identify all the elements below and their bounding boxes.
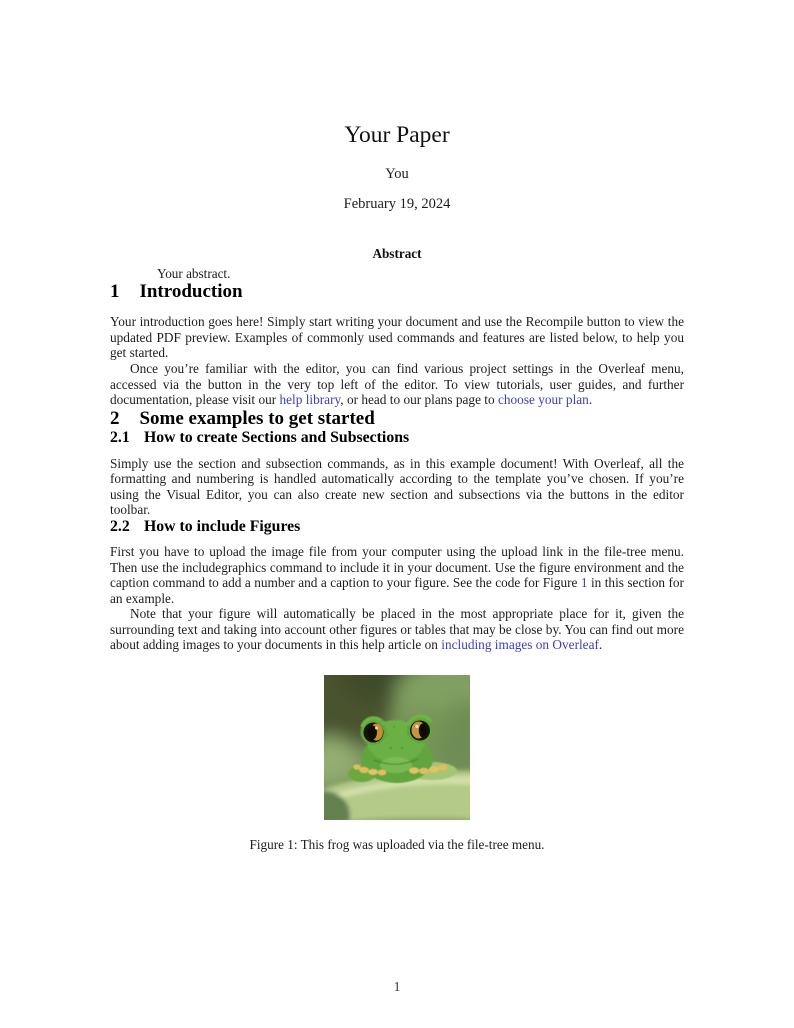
section-1-number: 1 [110,281,120,303]
subsection-2-1-paragraph: Simply use the section and subsection commands, as in this example document! With Overleaf, all the formatting and numbering is handled automatically according to the template you’ve chosen. If you’re using the Visual Editor, you can also create new section and subsections via the buttons in the editor toolbar. [110,455,684,518]
choose-your-plan-link[interactable]: choose your plan [497,392,589,408]
page-number: 1 [393,979,401,994]
text-run: . [588,392,593,408]
subsection-2-1-title: How to create Sections and Subsections [143,429,410,447]
figure-1-caption: Figure 1: This frog was uploaded via the file-tree menu. [249,836,545,852]
intro-paragraph-1: Your introduction goes here! Simply start writing your document and use the Recompile button to view the updated PDF preview. Examples of commonly used commands and features are listed below, to help you get started. [110,314,684,361]
text-run: Once you’re familiar with the editor, you can find various project settings in the Overleaf menu, accessed via the button in the very top left of the editor. To view tutorials, user guides, and further documentation, please visit our [110,360,684,408]
figures-paragraph-1 [110,544,684,606]
text-run: First you have to upload the image file from your computer using the upload link in the file-tree menu. Then use the includegraphics command to include it in your document. Use the figure environment and the caption command to add a number and a caption to your figure. See the code for Figure [110,543,684,591]
section-2-number: 2 [110,407,120,429]
paper-author: You [385,166,409,183]
text-run: . [598,637,603,653]
subsection-2-2-heading [110,518,684,536]
text-run: Note that your figure will automatically be placed in the most appropriate place for it, given the surrounding text and taking into account other figures or tables that may be close by. You can find out more about adding images to your documents in this help article on [110,606,684,653]
figures-paragraph-2 [110,606,684,653]
abstract-text: Your abstract. [157,265,231,281]
help-library-link[interactable]: help library [279,392,341,408]
figure-1-reference-link[interactable]: 1 [580,575,588,591]
text-run: , or head to our plans page to [340,392,498,408]
frog-photo [324,675,470,820]
subsection-2-2-number: 2.2 [110,517,130,535]
section-2-heading [110,408,684,430]
section-2-title: Some examples to get started [139,407,375,429]
section-1-heading [110,281,684,303]
subsection-2-1-number: 2.1 [110,429,130,447]
paper-date: February 19, 2024 [343,196,451,213]
abstract-heading: Abstract [372,245,422,261]
section-1-title: Introduction [139,281,243,303]
paper-title: Your Paper [344,122,450,148]
intro-paragraph-2 [110,361,684,408]
text-run: in this section for an example. [110,575,684,606]
subsection-2-2-title: How to include Figures [143,517,301,535]
including-images-overleaf-link[interactable]: including images on Overleaf [441,637,599,653]
figure-1 [110,675,684,853]
subsection-2-1-heading [110,429,684,447]
